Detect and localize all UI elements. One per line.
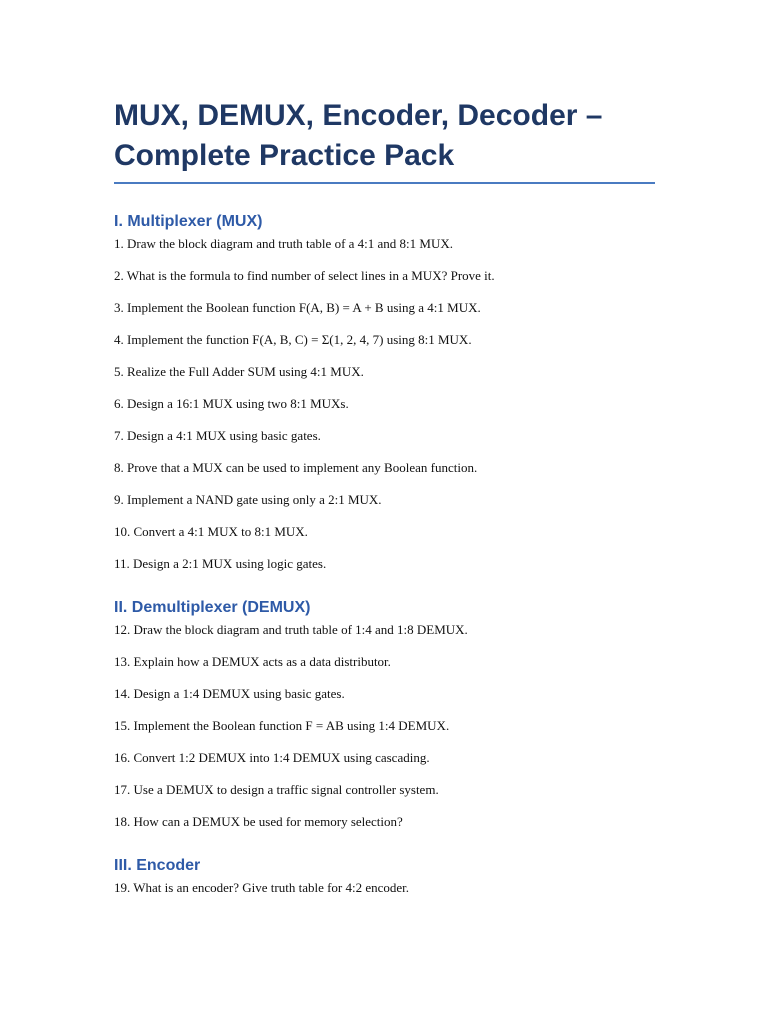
question-item: 1. Draw the block diagram and truth table of a 4:1 and 8:1 MUX. [114,236,453,251]
section [114,598,655,830]
question-list [114,236,655,572]
document-page [114,96,655,896]
question-list [114,880,655,896]
question-item: 15. Implement the Boolean function F = AB using 1:4 DEMUX. [114,718,450,733]
sections-container [114,212,655,896]
document-title: MUX, DEMUX, Encoder, Decoder – Complete Practice Pack [114,96,655,184]
section [114,856,655,896]
question-item: 5. Realize the Full Adder SUM using 4:1 MUX. [114,364,364,379]
question-list [114,622,655,830]
question-item: 4. Implement the function F(A, B, C) = Σ(1, 2, 4, 7) using 8:1 MUX. [114,332,472,347]
section-heading: I. Multiplexer (MUX) [114,213,263,230]
question-item: 10. Convert a 4:1 MUX to 8:1 MUX. [114,524,308,539]
question-item: 18. How can a DEMUX be used for memory selection? [114,814,403,829]
question-item: 19. What is an encoder? Give truth table for 4:2 encoder. [114,880,410,895]
question-item: 16. Convert 1:2 DEMUX into 1:4 DEMUX using cascading. [114,750,430,765]
question-item: 11. Design a 2:1 MUX using logic gates. [114,556,327,571]
section-heading: III. Encoder [114,857,201,874]
question-item: 9. Implement a NAND gate using only a 2:1 MUX. [114,492,382,507]
section-heading: II. Demultiplexer (DEMUX) [114,599,311,616]
question-item: 2. What is the formula to find number of select lines in a MUX? Prove it. [114,268,495,283]
section [114,212,655,572]
question-item: 14. Design a 1:4 DEMUX using basic gates. [114,686,345,701]
question-item: 3. Implement the Boolean function F(A, B) = A + B using a 4:1 MUX. [114,300,481,315]
question-item: 17. Use a DEMUX to design a traffic signal controller system. [114,782,439,797]
question-item: 6. Design a 16:1 MUX using two 8:1 MUXs. [114,396,349,411]
question-item: 8. Prove that a MUX can be used to implement any Boolean function. [114,460,478,475]
question-item: 13. Explain how a DEMUX acts as a data distributor. [114,654,391,669]
question-item: 7. Design a 4:1 MUX using basic gates. [114,428,321,443]
question-item: 12. Draw the block diagram and truth table of 1:4 and 1:8 DEMUX. [114,622,468,637]
